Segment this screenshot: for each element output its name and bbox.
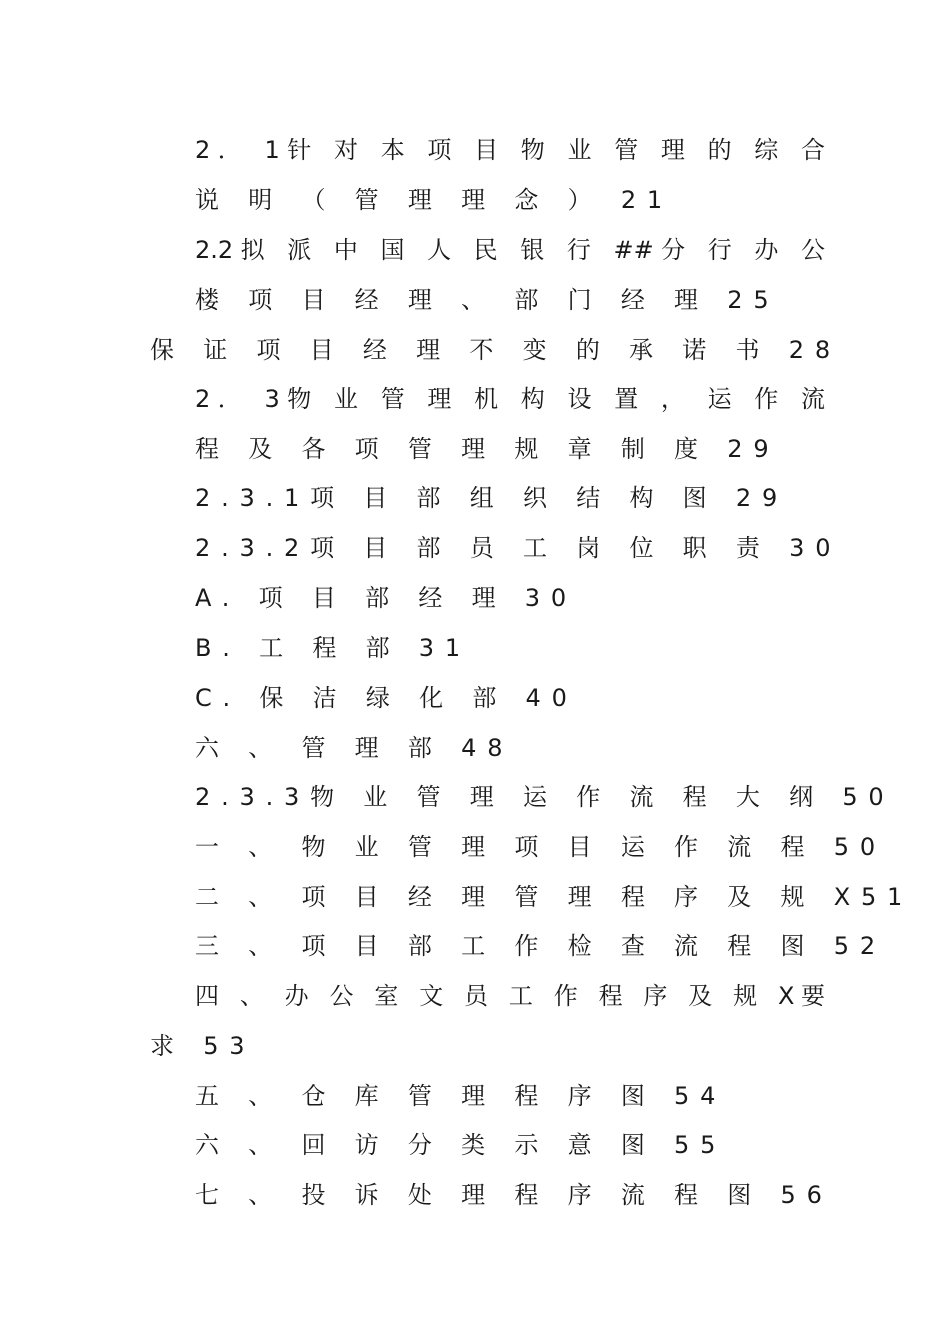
toc-line-22: 七 、 投 诉 处 理 程 序 流 程 图 56 (195, 1181, 833, 1209)
toc-line-3: 2.2拟 派 中 国 人 民 银 行 ##分 行 办 公 (195, 236, 825, 264)
toc-line-1: 2． 1针 对 本 项 目 物 业 管 理 的 综 合 (195, 136, 825, 164)
toc-line-13: 六 、 管 理 部 48 (195, 734, 514, 762)
toc-line-14: 2.3.3物 业 管 理 运 作 流 程 大 纲 50 (195, 783, 895, 811)
toc-line-11: B. 工 程 部 31 (195, 634, 471, 662)
toc-line-4: 楼 项 目 经 理 、 部 门 经 理 25 (195, 286, 780, 314)
toc-line-19: 求 53 (150, 1032, 256, 1060)
toc-line-21: 六 、 回 访 分 类 示 意 图 55 (195, 1131, 727, 1159)
toc-line-5: 保 证 项 目 经 理 不 变 的 承 诺 书 28 (150, 336, 841, 364)
toc-line-17: 三 、 项 目 部 工 作 检 查 流 程 图 52 (195, 932, 886, 960)
toc-line-20: 五 、 仓 库 管 理 程 序 图 54 (195, 1082, 727, 1110)
toc-line-7: 程 及 各 项 管 理 规 章 制 度 29 (195, 435, 780, 463)
toc-line-2: 说 明 （ 管 理 理 念 ） 21 (195, 186, 673, 214)
toc-line-6: 2． 3物 业 管 理 机 构 设 置 ， 运 作 流 (195, 385, 825, 413)
toc-line-9: 2.3.2项 目 部 员 工 岗 位 职 责 30 (195, 534, 842, 562)
toc-line-15: 一 、 物 业 管 理 项 目 运 作 流 程 50 (195, 833, 886, 861)
toc-line-12: C. 保 洁 绿 化 部 40 (195, 684, 578, 712)
toc-line-10: A. 项 目 部 经 理 30 (195, 584, 577, 612)
toc-line-18: 四 、 办 公 室 文 员 工 作 程 序 及 规 X要 (195, 982, 825, 1010)
toc-line-8: 2.3.1项 目 部 组 织 结 构 图 29 (195, 484, 789, 512)
toc-line-16: 二 、 项 目 经 理 管 理 程 序 及 规 X51 (195, 883, 914, 911)
